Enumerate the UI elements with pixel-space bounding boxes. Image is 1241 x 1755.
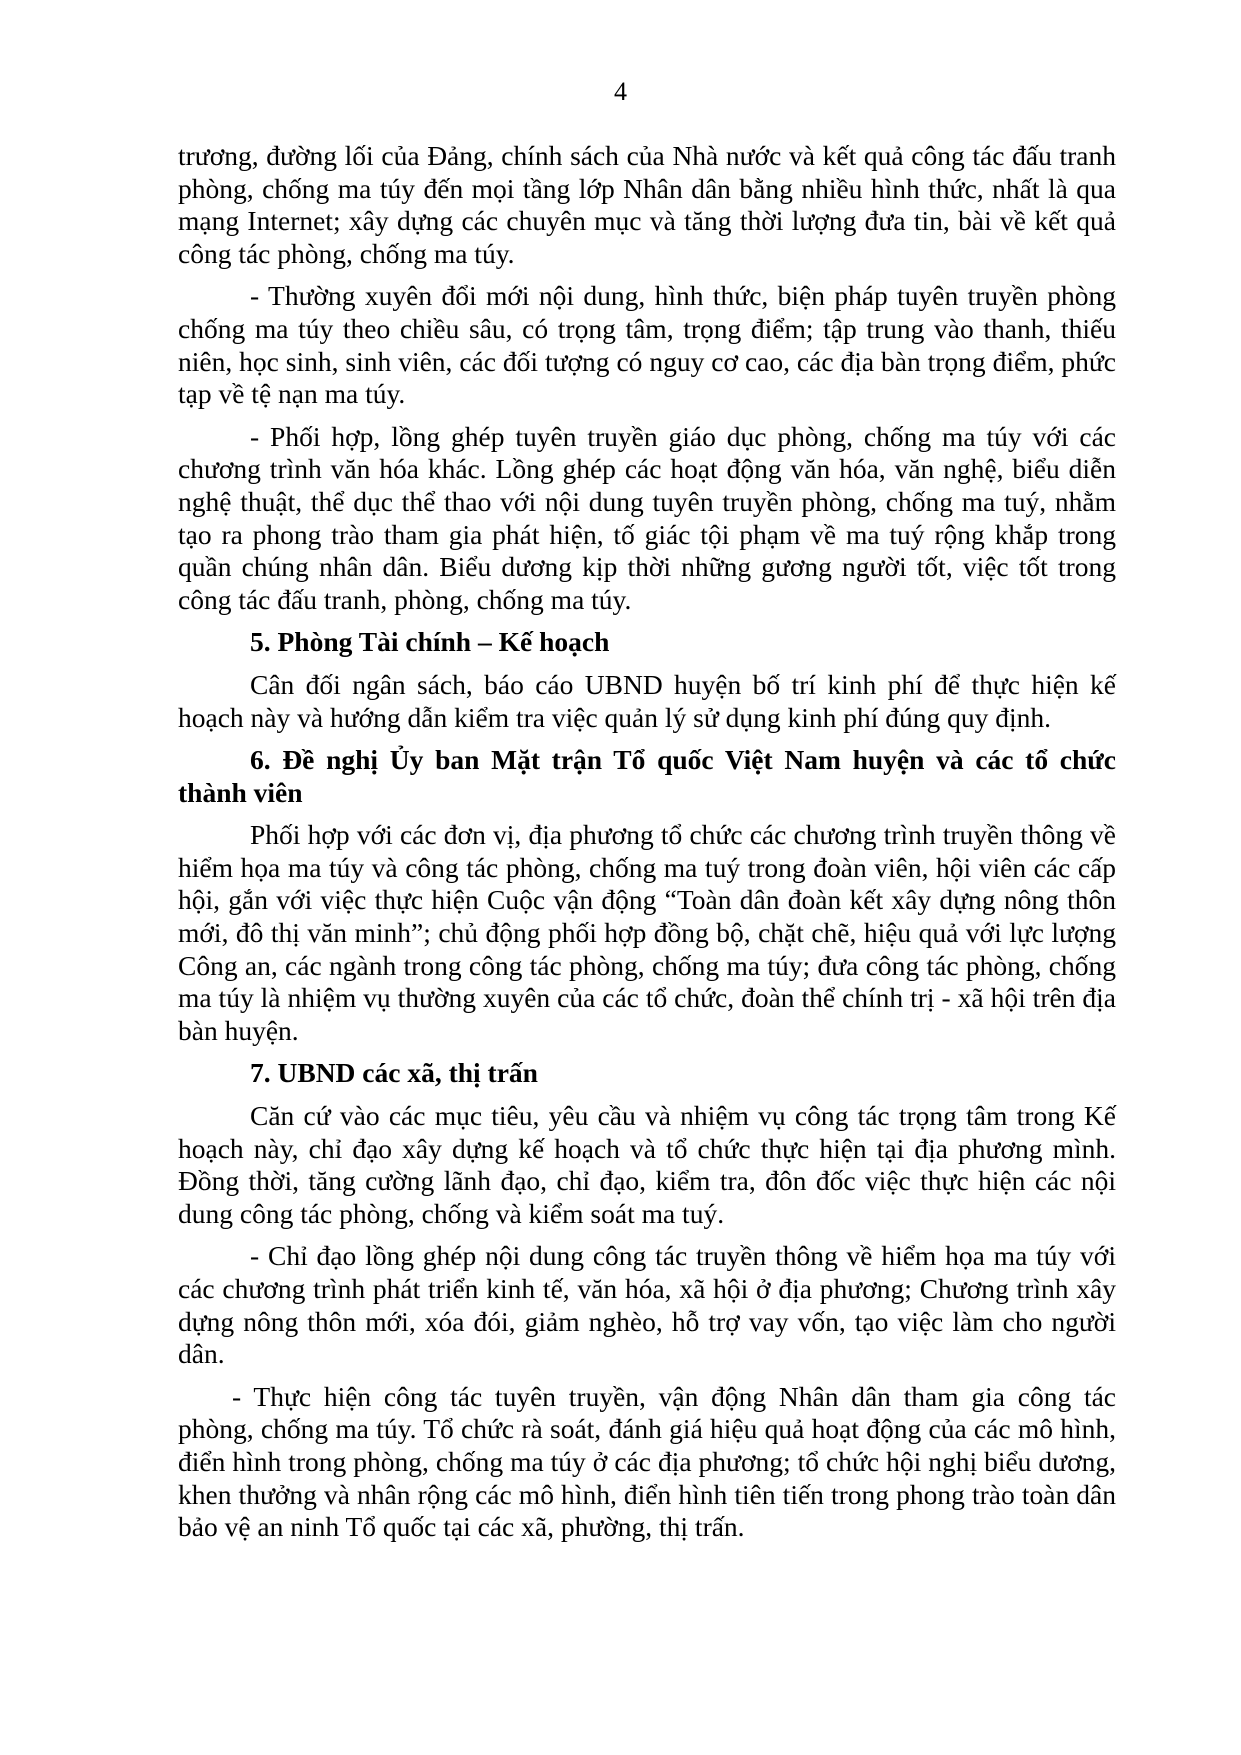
section-heading-finance: 5. Phòng Tài chính – Kế hoạch <box>250 626 610 658</box>
paragraph-fatherland-front: Phối hợp với các đơn vị, địa phương tổ chức các chương trình truyền thông về hiểm họa ma túy và công tác phòng, chống ma tuý trong đoàn viên, hội viên các cấp hội, gắn với việc thực hiện Cuộc vận động “Toàn dân đoàn kết xây dựng nông thôn mới, đô thị văn minh”; chủ động phối hợp đồng bộ, chặt chẽ, hiệu quả với lực lượng Công an, các ngành trong công tác phòng, chống ma túy; đưa công tác phòng, chống ma túy là nhiệm vụ thường xuyên của các tổ chức, đoàn thể chính trị - xã hội trên địa bàn huyện. <box>178 819 1116 1046</box>
paragraph-finance: Cân đối ngân sách, báo cáo UBND huyện bố trí kinh phí để thực hiện kế hoạch này và hướng dẫn kiểm tra việc quản lý sử dụng kinh phí đúng quy định. <box>178 668 1116 733</box>
paragraph-communes-integrate: - Chỉ đạo lồng ghép nội dung công tác truyền thông về hiểm họa ma túy với các chương trình phát triển kinh tế, văn hóa, xã hội ở địa phương; Chương trình xây dựng nông thôn mới, xóa đói, giảm nghèo, hỗ trợ vay vốn, tạo việc làm cho người dân. <box>178 1240 1116 1370</box>
section-heading-communes: 7. UBND các xã, thị trấn <box>250 1057 538 1089</box>
paragraph-communes-plan: Căn cứ vào các mục tiêu, yêu cầu và nhiệm vụ công tác trọng tâm trong Kế hoạch này, chỉ đạo xây dựng kế hoạch và tổ chức thực hiện tại địa phương mình. Đồng thời, tăng cường lãnh đạo, chỉ đạo, kiểm tra, đôn đốc việc thực hiện các nội dung công tác phòng, chống và kiểm soát ma tuý. <box>178 1100 1116 1229</box>
paragraph-coordinate-culture: - Phối hợp, lồng ghép tuyên truyền giáo dục phòng, chống ma túy với các chương trình văn hóa khác. Lồng ghép các hoạt động văn hóa, văn nghệ, biểu diễn nghệ thuật, thể dục thể thao với nội dung tuyên truyền phòng, chống ma tuý, nhằm tạo ra phong trào tham gia phát hiện, tố giác tội phạm về ma tuý rộng khắp trong quần chúng nhân dân. Biểu dương kịp thời những gương người tốt, việc tốt trong công tác đấu tranh, phòng, chống ma túy. <box>178 420 1116 615</box>
document-body <box>178 140 1116 1554</box>
paragraph-renew-propaganda: - Thường xuyên đổi mới nội dung, hình thức, biện pháp tuyên truyền phòng chống ma túy theo chiều sâu, có trọng tâm, trọng điểm; tập trung vào thanh, thiếu niên, học sinh, sinh viên, các đối tượng có nguy cơ cao, các địa bàn trọng điểm, phức tạp về tệ nạn ma túy. <box>178 280 1116 410</box>
page-number: 4 <box>614 77 627 106</box>
section-heading-fatherland-front: 6. Đề nghị Ủy ban Mặt trận Tổ quốc Việt Nam huyện và các tổ chức thành viên <box>178 744 1116 808</box>
paragraph-communes-propaganda: - Thực hiện công tác tuyên truyền, vận động Nhân dân tham gia công tác phòng, chống ma túy. Tổ chức rà soát, đánh giá hiệu quả hoạt động của các mô hình, điển hình trong phòng, chống ma túy ở các địa phương; tổ chức hội nghị biểu dương, khen thưởng và nhân rộng các mô hình, điển hình tiên tiến trong phong trào toàn dân bảo vệ an ninh Tổ quốc tại các xã, phường, thị trấn. <box>178 1380 1116 1543</box>
paragraph-propaganda-continued: trương, đường lối của Đảng, chính sách của Nhà nước và kết quả công tác đấu tranh phòng, chống ma túy đến mọi tầng lớp Nhân dân bằng nhiều hình thức, nhất là qua mạng Internet; xây dựng các chuyên mục và tăng thời lượng đưa tin, bài về kết quả công tác phòng, chống ma túy. <box>178 140 1116 269</box>
